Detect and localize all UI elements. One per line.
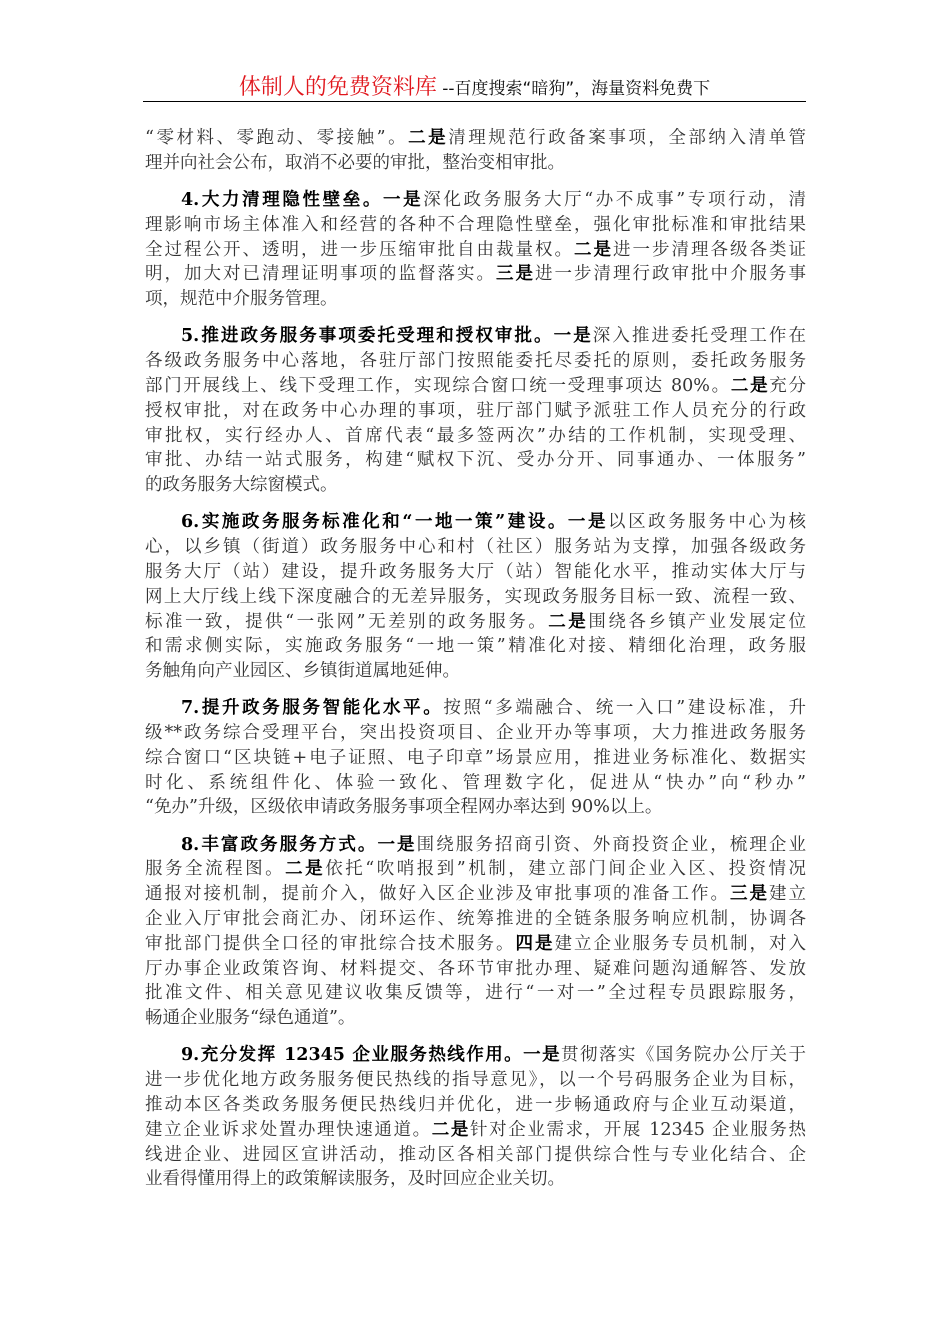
text-line (145, 659, 806, 684)
text-line (145, 696, 806, 721)
text-segment: 建立 (769, 884, 806, 905)
text-segment: 审批权，实行经办人、首席代表“最多签两次”办结的工作机制，实现受理、 (145, 425, 806, 446)
text-segment: 网上大厅线上线下深度融合的无差异服务，实现政务服务目标一致、流程一致、 (145, 586, 806, 607)
text-segment: 标准一致，提供“一张网”无差别的政务服务。 (145, 611, 549, 632)
text-segment: 进一步优化地方政务服务便民热线的指导意见》，以一个号码服务企业为目标， (145, 1070, 806, 1091)
text-segment: 部门开展线上、线下受理工作，实现综合窗口统一受理事项达 80%。 (145, 375, 731, 396)
text-segment: 的政务服务大综窗模式。 (145, 475, 338, 496)
text-line (145, 771, 806, 796)
text-line (145, 1043, 806, 1068)
header-tagline: --百度搜索“暗狗”，海量资料免费下 (436, 79, 711, 99)
text-segment: 清理规范行政备案事项，全部纳入清单管 (448, 128, 806, 148)
document-body (145, 126, 806, 1205)
bold-text: 5.推进政务服务事项委托受理和授权审批。一是 (181, 326, 593, 347)
paragraph (145, 833, 806, 1031)
text-line (145, 238, 806, 263)
bold-text: 二是 (285, 859, 326, 880)
text-line (145, 126, 806, 151)
text-segment: “免办”升级，区级依申请政务服务事项全程网办率达到 90%以上。 (145, 797, 663, 818)
text-line (145, 349, 806, 374)
text-line (145, 932, 806, 957)
text-line (145, 610, 806, 635)
text-segment: 项，规范中介服务管理。 (145, 289, 338, 310)
text-segment: 进一步清理各级各类证 (613, 239, 806, 260)
text-segment: 时化、系统组件化、体验一致化、管理数字化，促进从“快办”向“秒办” (145, 772, 806, 793)
paragraph (145, 188, 806, 312)
text-line (145, 833, 806, 858)
text-line (145, 473, 806, 498)
text-segment: 心，以乡镇（街道）政务服务中心和村（社区）服务站为支撑，加强各级政务 (145, 537, 806, 558)
paragraph (145, 510, 806, 684)
text-line (145, 857, 806, 882)
text-segment: 畅通企业服务“绿色通道”。 (145, 1008, 356, 1029)
paragraph (145, 126, 806, 176)
text-segment: 和需求侧实际，实施政务服务“一地一策”精准化对接、精细化治理，政务服 (145, 636, 806, 657)
text-line (145, 746, 806, 771)
text-segment: 推动本区各类政务服务便民热线归并优化，进一步畅通政府与企业互动渠道， (145, 1095, 806, 1116)
text-segment: 授权审批，对在政务中心办理的事项，驻厅部门赋予派驻工作人员充分的行政 (145, 400, 806, 421)
bold-text: 二是 (730, 375, 770, 396)
text-line (145, 374, 806, 399)
text-segment: 进一步清理行政审批中介服务事 (535, 264, 806, 285)
text-segment: 明，加大对已清理证明事项的监督落实。 (145, 264, 496, 285)
text-line (145, 535, 806, 560)
text-line (145, 1068, 806, 1093)
text-line (145, 1006, 806, 1031)
text-segment: 围绕各乡镇产业发展定位 (588, 611, 806, 632)
text-line (145, 957, 806, 982)
text-segment: 按照“多端融合、统一入口”建设标准，升 (443, 698, 806, 719)
text-segment: 批准文件、相关意见建议收集反馈等，进行“一对一”全过程专员跟踪服务， (145, 983, 806, 1004)
text-segment: 服务大厅（站）建设，提升政务服务大厅（站）智能化水平，推动实体大厅与 (145, 561, 806, 582)
text-line (145, 721, 806, 746)
text-segment: 贯彻落实《国务院办公厅关于 (561, 1045, 806, 1066)
text-line (145, 1093, 806, 1118)
text-segment: 建立企业诉求处置办理快速通道。 (145, 1119, 432, 1140)
text-line (145, 287, 806, 312)
text-line (145, 1143, 806, 1168)
text-segment: 以区政务服务中心为核 (608, 512, 806, 533)
text-segment: “零材料、零跑动、零接触”。 (145, 128, 409, 148)
bold-text: 四是 (515, 933, 555, 954)
text-line (145, 795, 806, 820)
text-line (145, 907, 806, 932)
bold-text: 三是 (730, 884, 769, 905)
bold-text: 7.提升政务服务智能化水平。 (181, 698, 444, 719)
text-line (145, 262, 806, 287)
text-segment: 服务全流程图。 (145, 859, 286, 880)
bold-text: 二是 (431, 1119, 470, 1140)
page-header (143, 70, 806, 102)
text-line (145, 882, 806, 907)
paragraph (145, 1043, 806, 1192)
text-segment: 各级政务服务中心落地，各驻厅部门按照能委托尽委托的原则，委托政务服务 (145, 351, 806, 372)
bold-text: 4.大力清理隐性壁垒。一是 (181, 189, 424, 210)
header-brand: 体制人的免费资料库 (238, 75, 437, 100)
text-line (145, 981, 806, 1006)
text-segment: 审批部门提供全口径的审批综合技术服务。 (145, 933, 516, 954)
text-line (145, 1118, 806, 1143)
text-segment: 企业入厅审批会商汇办、闭环运作、统筹推进的全链条服务响应机制，协调各 (145, 909, 806, 930)
text-line (145, 448, 806, 473)
text-segment: 务触角向产业园区、乡镇街道属地延伸。 (145, 661, 460, 682)
paragraph (145, 324, 806, 498)
text-segment: 深入推进委托受理工作在 (592, 326, 806, 347)
text-line (145, 424, 806, 449)
text-segment: 围绕服务招商引资、外商投资企业，梳理企业 (416, 834, 806, 855)
text-segment: 依托“吹哨报到”机制，建立部门间企业入区、投资情况 (325, 859, 806, 880)
text-line (145, 560, 806, 585)
text-segment: 全过程公开、透明，进一步压缩审批自由裁量权。 (145, 239, 574, 260)
text-line (145, 151, 806, 176)
text-segment: 厅办事企业政策咨询、材料提交、各环节审批办理、疑难问题沟通解答、发放 (145, 958, 806, 979)
bold-text: 三是 (496, 264, 535, 285)
bold-text: 6.实施政务服务标准化和“一地一策”建设。一是 (181, 512, 609, 533)
bold-text: 二是 (548, 611, 589, 632)
text-line (145, 510, 806, 535)
text-line (145, 213, 806, 238)
bold-text: 8.丰富政务服务方式。一是 (181, 834, 417, 855)
paragraph (145, 696, 806, 820)
bold-text: 二是 (574, 239, 613, 260)
text-segment: 理影响市场主体准入和经营的各种不合理隐性壁垒，强化审批标准和审批结果 (145, 214, 806, 235)
bold-text: 二是 (408, 128, 449, 148)
text-segment: 综合窗口“区块链+电子证照、电子印章”场景应用，推进业务标准化、数据实 (145, 747, 806, 768)
text-line (145, 1167, 806, 1192)
text-segment: 充分 (769, 375, 806, 396)
text-segment: 针对企业需求，开展 12345 企业服务热 (469, 1119, 806, 1140)
text-segment: 理并向社会公布，取消不必要的审批，整治变相审批。 (145, 152, 565, 173)
text-segment: 建立企业服务专员机制，对入 (554, 933, 806, 954)
text-segment: 深化政务服务大厅“办不成事”专项行动，清 (423, 189, 806, 210)
text-segment: 级**政务综合受理平台，突出投资项目、企业开办等事项，大力推进政务服务 (145, 723, 806, 744)
text-segment: 审批、办结一站式服务，构建“赋权下沉、受办分开、同事通办、一体服务” (145, 450, 806, 471)
bold-text: 9.充分发挥 12345 企业服务热线作用。一是 (181, 1045, 562, 1066)
text-line (145, 324, 806, 349)
text-line (145, 399, 806, 424)
text-segment: 业看得懂用得上的政策解读服务，及时回应企业关切。 (145, 1169, 565, 1190)
text-line (145, 188, 806, 213)
text-segment: 通报对接机制，提前介入，做好入区企业涉及审批事项的准备工作。 (145, 884, 730, 905)
text-segment: 线进企业、进园区宣讲活动，推动区各相关部门提供综合性与专业化结合、企 (145, 1144, 806, 1165)
text-line (145, 634, 806, 659)
text-line (145, 585, 806, 610)
